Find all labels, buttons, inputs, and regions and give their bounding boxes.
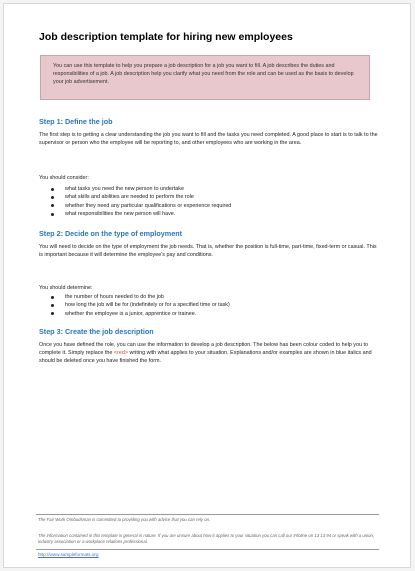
step2-lead: You should determine: [39,285,93,291]
list-item: what responsibilities the new person will have. [47,210,231,218]
step1-lead: You should consider: [39,175,89,181]
list-item: the number of hours needed to do the job [47,293,230,301]
list-item: whether the employee is a junior, apprentice or trainee. [47,310,230,318]
red-placeholder-text: <red> [113,350,128,357]
step1-heading: Step 1: Define the job [39,117,113,126]
list-item: what tasks you need the new person to undertake [47,185,231,193]
step2-bullet-list [47,293,230,318]
document-title: Job description template for hiring new employees [39,31,293,43]
step3-paragraph [39,341,379,366]
step3-heading: Step 3: Create the job description [39,327,154,336]
footer-line2: The information contained in this template is general in nature. If you are unsure about how it applies to your situation you can call our Infoline on 13 13 94 or speak with a union, industry association or a workplace relations professional. [38,533,375,544]
step3-text-before: Once you have defined the role, you can use the information to develop a job description. The below has been colour coded to help you to complete it. Simply replace the [39,342,368,357]
step3-text-after: writing with what applies to your situation. Explanations and/or examples are shown in blue italics and should be deleted once you have finished the form. [39,350,372,365]
document-footer [36,514,379,550]
footer-link[interactable]: http://www.sampleformats.org [38,552,99,557]
list-item: what skills and abilities are needed to perform the role [47,193,231,201]
step1-bullet-list [47,185,231,219]
footer-line1: The Fair Work Ombudsman is committed to providing you with advice that you can rely on. [38,517,211,522]
document-page [3,3,411,568]
step1-paragraph: The first step is to getting a clear understanding the job you want to fill and the tasks you need completed. A good place to start is to talk to the supervisor or person who the employee will be reporting to, and other employees who are working in the area. [39,132,378,147]
step2-paragraph: You will need to decide on the type of employment the job needs. That is, whether the position is full-time, part-time, fixed-term or casual. This is important because it will determine the employee's pay and conditions. [39,244,377,259]
list-item: whether they need any particular qualifications or experience required [47,202,231,210]
list-item: how long the job will be for (indefinitely or for a specified time or task) [47,301,230,309]
intro-callout: You can use this template to help you prepare a job description for a job you want to fill. A job describes the duties and responsibilities of a job. A job description help you clarify what you need from the role and can be used as the basis to develop your job advertisement. [40,55,370,100]
step2-heading: Step 2: Decide on the type of employment [39,229,182,238]
